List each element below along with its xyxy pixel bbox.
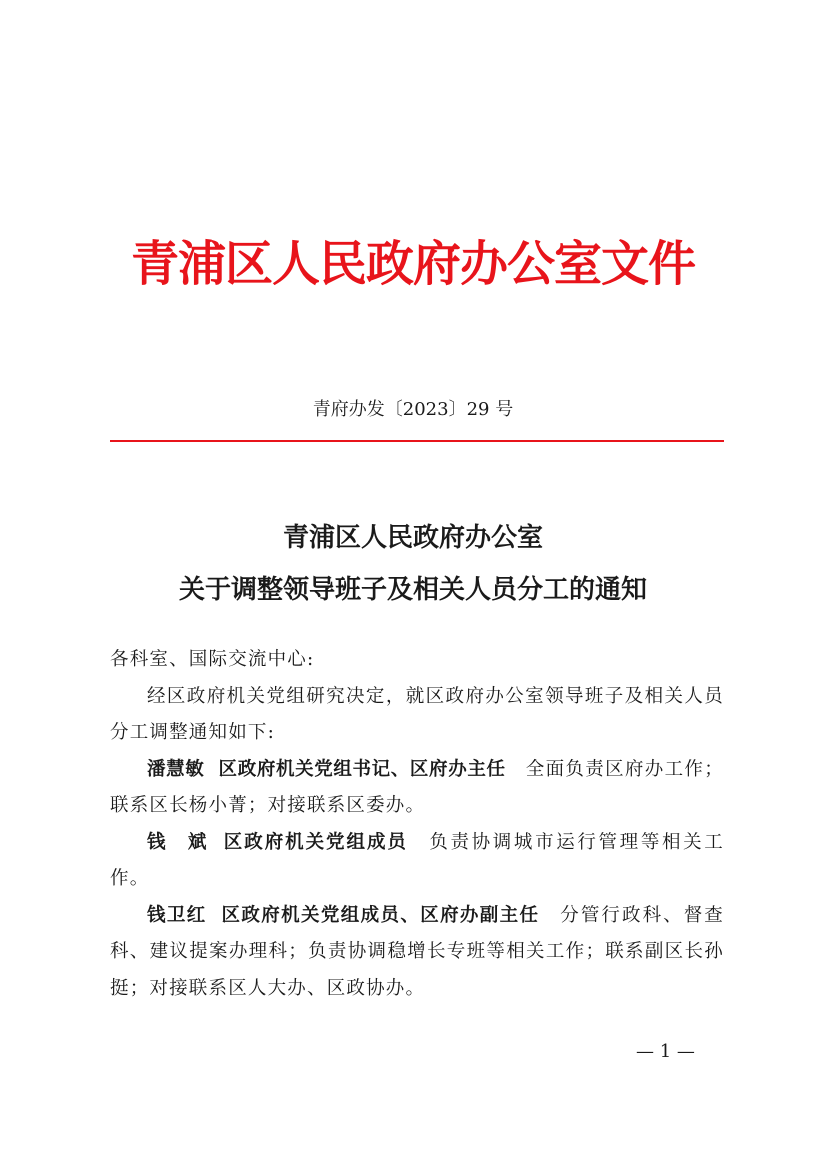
- assignment-paragraph: [110, 752, 724, 825]
- document-number: 青府办发〔2023〕29 号: [312, 399, 514, 420]
- assignment-paragraph: [110, 898, 724, 1008]
- notice-body: [110, 642, 724, 1007]
- notice-title-line-2: 关于调整领导班子及相关人员分工的通知: [178, 575, 647, 605]
- red-divider-line: [110, 440, 724, 442]
- assignment-name: 潘慧敏: [147, 758, 205, 780]
- notice-title-line-1: 青浦区人民政府办公室: [282, 523, 543, 553]
- document-masthead: 青浦区人民政府办公室文件: [130, 236, 695, 292]
- assignment-name: 钱卫红: [147, 904, 207, 926]
- intro-paragraph: 经区政府机关党组研究决定，就区政府办公室领导班子及相关人员分工调整通知如下:: [110, 685, 724, 743]
- salutation: 各科室、国际交流中心:: [110, 649, 315, 670]
- assignment-duties: 负责协调城市运行管理等相关工作。: [110, 831, 724, 889]
- assignment-name: 钱 斌: [147, 831, 209, 853]
- assignment-duties: 全面负责区府办工作；联系区长杨小菁；对接联系区委办。: [110, 758, 724, 816]
- assignment-position: 区政府机关党组成员、区府办副主任: [220, 904, 540, 926]
- assignment-position: 区政府机关党组书记、区府办主任: [218, 758, 506, 780]
- assignment-position: 区政府机关党组成员: [222, 831, 408, 853]
- assignment-paragraph: [110, 825, 724, 898]
- assignment-duties: 分管行政科、督查科、建议提案办理科；负责协调稳增长专班等相关工作；联系副区长孙挺；对接联系区人大办、区政协办。: [110, 904, 724, 999]
- page-number: — 1 —: [636, 1041, 695, 1062]
